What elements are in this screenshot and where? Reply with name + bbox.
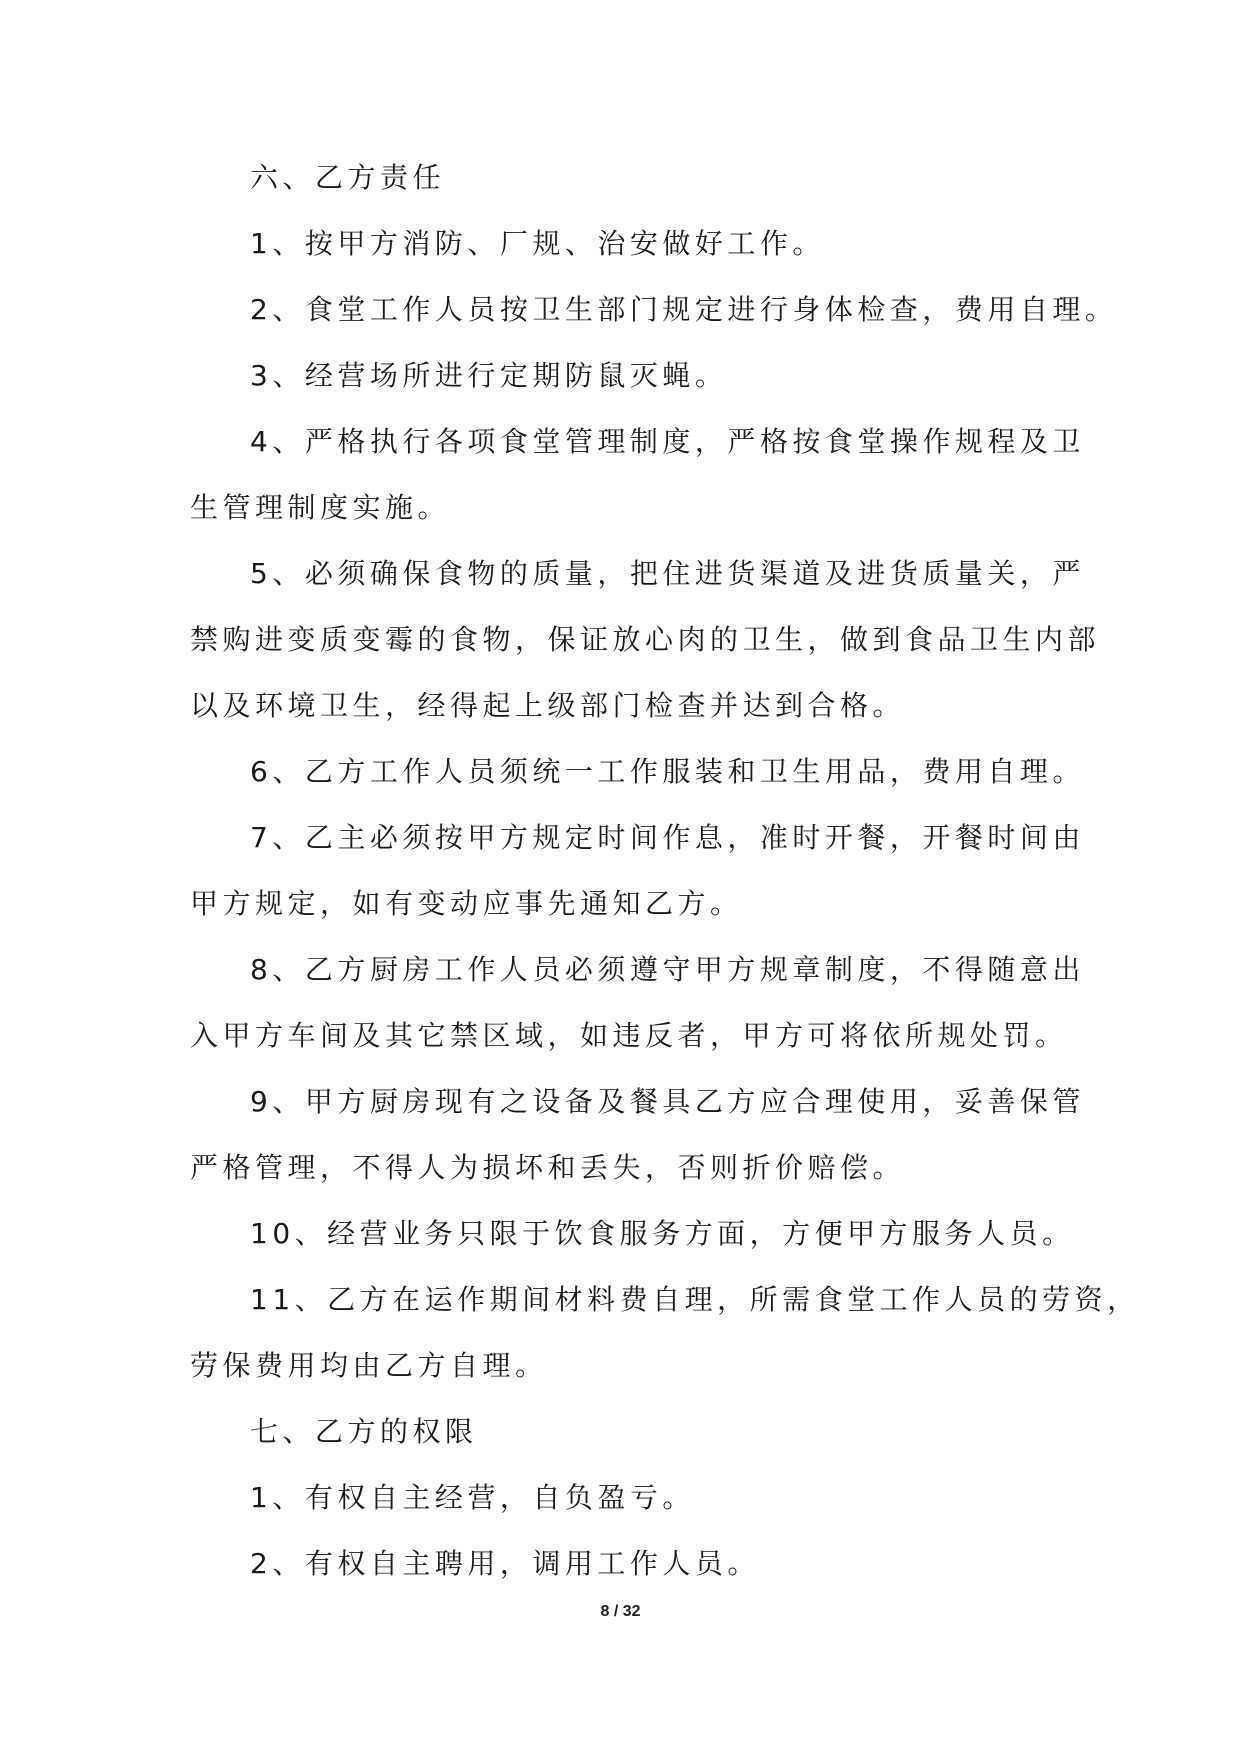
paragraph-line: 4、严格执行各项食堂管理制度，严格按食堂操作规程及卫 — [250, 425, 1085, 458]
paragraph-line: 9、甲方厨房现有之设备及餐具乙方应合理使用，妥善保管 — [250, 1085, 1085, 1118]
paragraph-line: 2、有权自主聘用，调用工作人员。 — [250, 1547, 760, 1580]
section-heading: 七、乙方的权限 — [250, 1415, 478, 1448]
paragraph-line: 生管理制度实施。 — [190, 491, 451, 524]
paragraph-line: 1、有权自主经营，自负盈亏。 — [250, 1481, 695, 1514]
paragraph-line: 1、按甲方消防、厂规、治安做好工作。 — [250, 227, 825, 260]
paragraph-line: 严格管理，不得人为损坏和丢失，否则折价赔偿。 — [190, 1151, 906, 1184]
document-body — [190, 158, 1140, 1610]
paragraph-line: 3、经营场所进行定期防鼠灭蝇。 — [250, 359, 728, 392]
paragraph-line: 劳保费用均由乙方自理。 — [190, 1349, 548, 1382]
paragraph-line: 以及环境卫生，经得起上级部门检查并达到合格。 — [190, 689, 906, 722]
paragraph-line: 禁购进变质变霉的食物，保证放心肉的卫生，做到食品卫生内部 — [190, 623, 1101, 656]
paragraph-line: 7、乙主必须按甲方规定时间作息，准时开餐，开餐时间由 — [250, 821, 1085, 854]
section-heading: 六、乙方责任 — [250, 161, 446, 194]
paragraph-line: 入甲方车间及其它禁区域，如违反者，甲方可将依所规处罚。 — [190, 1019, 1068, 1052]
paragraph-line: 2、食堂工作人员按卫生部门规定进行身体检查，费用自理。 — [250, 293, 1118, 326]
paragraph-line: 10、经营业务只限于饮食服务方面，方便甲方服务人员。 — [250, 1217, 1075, 1250]
paragraph-line: 甲方规定，如有变动应事先通知乙方。 — [190, 887, 743, 920]
paragraph-line: 11、乙方在运作期间材料费自理，所需食堂工作人员的劳资， — [250, 1283, 1140, 1316]
page-number: 8 / 32 — [600, 1603, 641, 1620]
paragraph-line: 6、乙方工作人员须统一工作服装和卫生用品，费用自理。 — [250, 755, 1085, 788]
paragraph-line: 8、乙方厨房工作人员必须遵守甲方规章制度，不得随意出 — [250, 953, 1085, 986]
paragraph-line: 5、必须确保食物的质量，把住进货渠道及进货质量关，严 — [250, 557, 1085, 590]
